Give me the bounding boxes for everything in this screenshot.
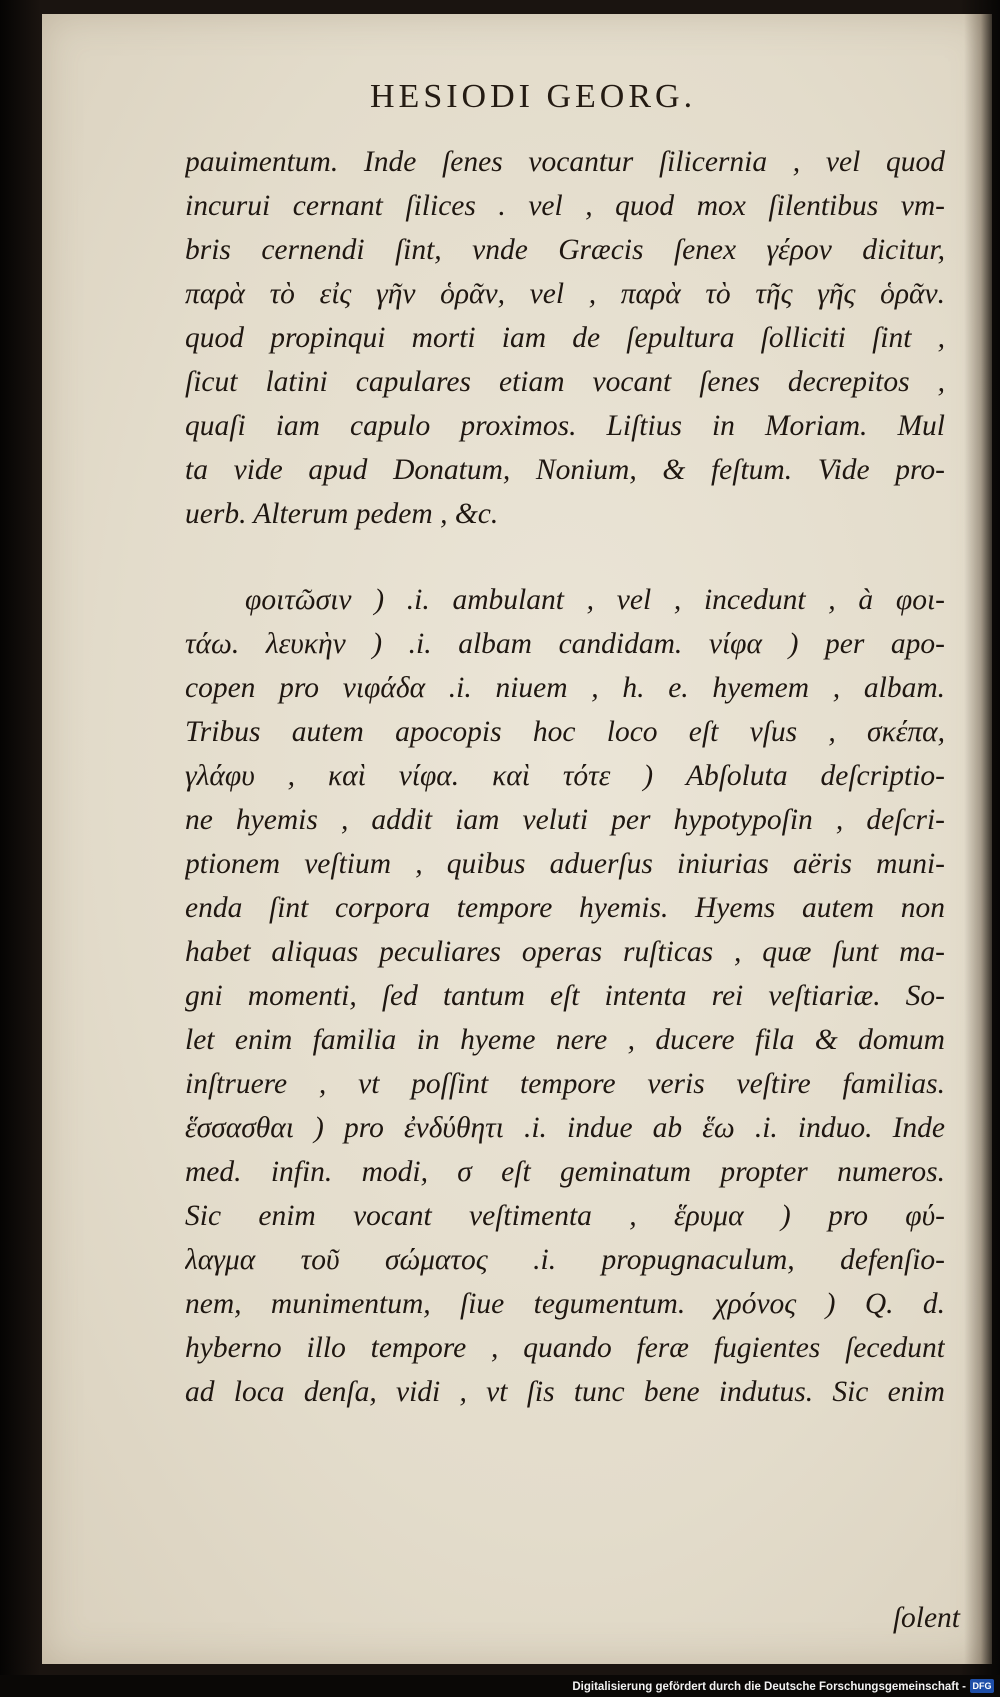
text-line: παρὰ τὸ εἰς γῆν ὁρᾶν, vel , παρὰ τὸ τῆς γῆς ὁρᾶν. (185, 278, 945, 310)
text-line: copen pro νιφάδα .i. niuem , h. e. hyemem , albam. (185, 672, 945, 704)
text-line: φοιτῶσιν ) .i. ambulant , vel , incedunt , à φοι- (245, 584, 945, 616)
page-gutter-shadow (964, 14, 992, 1664)
text-line: hyberno illo tempore , quando feræ fugientes ſecedunt (185, 1332, 945, 1364)
text-line: let enim familia in hyeme nere , ducere fila & domum (185, 1024, 945, 1056)
body-text (185, 140, 945, 1414)
text-line: quod propinqui morti iam de ſepultura ſolliciti ſint , (185, 322, 945, 354)
running-head: HESIODI GEORG. (370, 78, 697, 115)
text-line: gni momenti, ſed tantum eſt intenta rei veſtiariæ. So- (185, 980, 945, 1012)
text-line: bris cernendi ſint, vnde Græcis ſenex γέρον dicitur, (185, 234, 945, 266)
footer-bar (0, 1675, 1000, 1697)
dfg-logo-icon: DFG (970, 1679, 994, 1693)
paragraph-gap (185, 536, 945, 578)
text-line: habet aliquas peculiares operas ruſticas , quæ ſunt ma- (185, 936, 945, 968)
text-line: ſicut latini capulares etiam vocant ſenes decrepitos , (185, 366, 945, 398)
text-line: nem, munimentum, ſiue tegumentum. χρόνος ) Q. d. (185, 1288, 945, 1320)
text-line: incurui cernant ſilices . vel , quod mox ſilentibus vm- (185, 190, 945, 222)
text-line: τάω. λευκὴν ) .i. albam candidam. νίφα ) per apo- (185, 628, 945, 660)
text-line: ἕσσασθαι ) pro ἐνδύθητι .i. indue ab ἕω .i. induo. Inde (185, 1112, 945, 1144)
text-line: γλάφυ , καὶ νίφα. καὶ τότε ) Abſoluta deſcriptio- (185, 760, 945, 792)
text-line: λαγμα τοῦ σώματος .i. propugnaculum, defenſio- (185, 1244, 945, 1276)
text-line: ta vide apud Donatum, Nonium, & feſtum. Vide pro- (185, 454, 945, 486)
text-line: Sic enim vocant veſtimenta , ἕρυμα ) pro φύ- (185, 1200, 945, 1232)
text-line: ne hyemis , addit iam veluti per hypotypoſin , deſcri- (185, 804, 945, 836)
text-line: Tribus autem apocopis hoc loco eſt vſus , σκέπα, (185, 716, 945, 748)
catchword: ſolent (892, 1602, 960, 1634)
text-line: pauimentum. Inde ſenes vocantur ſilicernia , vel quod (185, 146, 945, 178)
text-line: uerb. Alterum pedem , &c. (185, 498, 499, 530)
text-line: ptionem veſtium , quibus aduerſus iniurias aëris muni- (185, 848, 945, 880)
digitization-credit: Digitalisierung gefördert durch die Deutsche Forschungsgemeinschaft - (572, 1681, 966, 1693)
text-line: inſtruere , vt poſſint tempore veris veſtire familias. (185, 1068, 945, 1100)
text-line: med. infin. modi, σ eſt geminatum propter numeros. (185, 1156, 945, 1188)
text-line: quaſi iam capulo proximos. Liſtius in Moriam. Mul (185, 410, 945, 442)
text-line: ad loca denſa, vidi , vt ſis tunc bene indutus. Sic enim (185, 1376, 945, 1408)
text-line: enda ſint corpora tempore hyemis. Hyems autem non (185, 892, 945, 924)
